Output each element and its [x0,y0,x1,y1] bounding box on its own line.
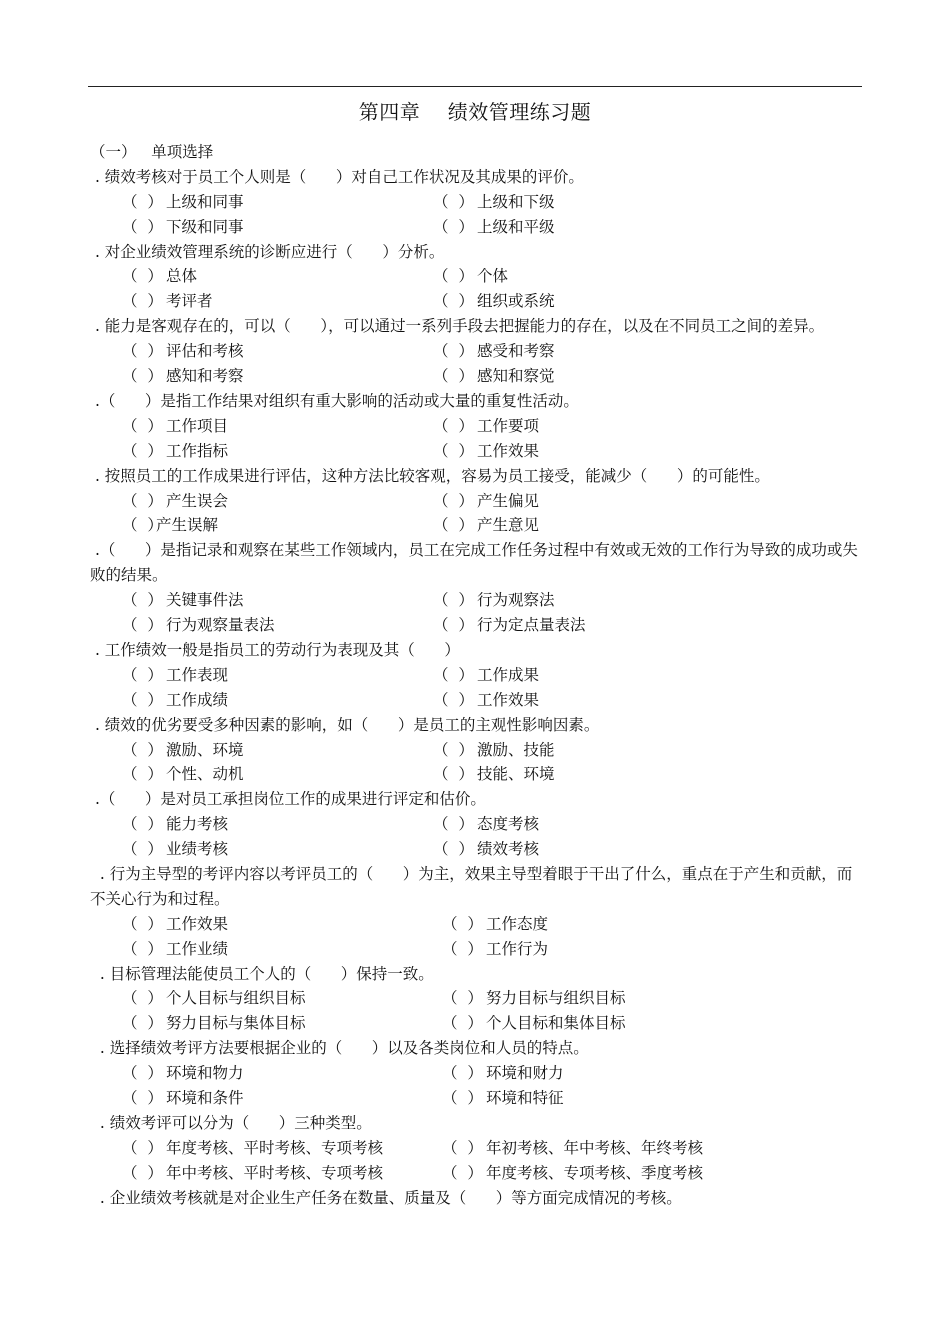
answer-option[interactable] [122,190,244,215]
answer-checkbox[interactable]: （ ） [122,192,163,211]
option-label: 态度考核 [477,815,540,834]
option-label: 总体 [166,267,198,286]
option-label: 感知和考察 [166,367,244,386]
answer-option[interactable] [122,937,228,962]
chapter-title: 第四章 绩效管理练习题 [358,100,592,124]
answer-option[interactable] [122,613,275,638]
answer-checkbox[interactable]: （ ） [122,989,163,1008]
answer-checkbox[interactable]: （ ） [433,292,474,311]
answer-checkbox[interactable]: （ ） [122,665,163,684]
option-label: 工作行为 [486,939,549,958]
option-label: 激励、技能 [477,740,555,759]
option-row [90,937,862,962]
answer-checkbox[interactable]: （ ） [442,1138,483,1157]
answer-checkbox[interactable]: （ ） [122,1163,163,1182]
answer-option[interactable] [433,812,539,837]
option-label: 年初考核、年中考核、年终考核 [486,1138,704,1157]
option-label: 环境和物力 [166,1064,244,1083]
section-heading: （一） 单项选择 [90,143,214,161]
answer-option[interactable] [122,688,228,713]
answer-option[interactable] [122,986,306,1011]
option-row [90,339,862,364]
option-label: 能力考核 [166,815,229,834]
answer-option[interactable] [433,289,555,314]
option-label: 工作态度 [486,914,549,933]
answer-checkbox[interactable]: （ ） [433,591,474,610]
answer-option[interactable] [433,688,539,713]
option-row [90,264,862,289]
answer-checkbox[interactable]: （ ） [433,840,474,859]
answer-checkbox[interactable]: （ ） [433,690,474,709]
answer-option[interactable] [122,215,244,240]
answer-checkbox[interactable]: （ ） [433,342,474,361]
answer-checkbox[interactable]: （ ） [442,914,483,933]
answer-checkbox[interactable]: （ ） [433,367,474,386]
question-text: . 按照员工的工作成果进行评估，这种方法比较客观，容易为员工接受，能减少（ ）的可能性。 [90,466,770,485]
question-text: . 绩效的优劣要受多种因素的影响，如（ ）是员工的主观性影响因素。 [90,715,600,734]
answer-checkbox[interactable]: （ ） [122,740,163,759]
answer-option[interactable] [433,439,539,464]
option-label: 感知和察觉 [477,367,555,386]
question-text: . 行为主导型的考评内容以考评员工的（ ）为主，效果主导型着眼于干出了什么，重点在于产生和贡献，而不关心行为和过程。 [90,864,853,908]
option-label: 工作成果 [477,665,540,684]
answer-option[interactable] [442,937,548,962]
answer-option[interactable] [433,489,539,514]
option-label: 工作效果 [477,441,540,460]
option-label: 上级和同事 [166,192,244,211]
answer-checkbox[interactable]: （ ） [433,217,474,236]
answer-checkbox[interactable]: （ ） [122,267,163,286]
answer-option[interactable] [433,339,555,364]
answer-option[interactable] [122,339,244,364]
answer-checkbox[interactable]: （ ） [122,1064,163,1083]
answer-option[interactable] [122,264,197,289]
option-row [90,1011,862,1036]
answer-checkbox[interactable]: （ ） [122,616,163,635]
answer-option[interactable] [122,364,244,389]
option-label: 环境和财力 [486,1064,564,1083]
option-label: 工作项目 [166,416,229,435]
answer-checkbox[interactable]: （ ） [433,267,474,286]
answer-option[interactable] [442,1011,626,1036]
answer-checkbox[interactable]: （ ） [122,491,163,510]
option-label: 工作效果 [477,690,540,709]
option-label: 工作业绩 [166,939,229,958]
question-text: . 工作绩效一般是指员工的劳动行为表现及其（ ） [90,640,460,659]
option-label: 上级和平级 [477,217,555,236]
answer-option[interactable] [433,414,539,439]
answer-checkbox[interactable]: （ ） [433,441,474,460]
answer-option[interactable] [122,762,244,787]
option-label: 工作要项 [477,416,540,435]
answer-checkbox[interactable]: （ ） [122,1089,163,1108]
answer-option[interactable] [433,588,555,613]
answer-option[interactable] [122,513,218,538]
questions-container [90,165,862,1186]
answer-option[interactable] [122,1161,383,1186]
option-label: 个人目标和集体目标 [486,1014,626,1033]
answer-option[interactable] [442,1161,703,1186]
option-label: 个人目标与组织目标 [166,989,306,1008]
answer-option[interactable] [122,1011,306,1036]
option-row [90,513,862,538]
option-label: 考评者 [166,292,213,311]
answer-checkbox[interactable]: （ ） [442,1163,483,1182]
answer-option[interactable] [442,912,548,937]
answer-option[interactable] [122,663,228,688]
answer-checkbox[interactable]: （ ） [442,1064,483,1083]
option-row [90,837,862,862]
option-label: 产生意见 [477,516,540,535]
header-rule [88,86,862,87]
option-label: 工作指标 [166,441,229,460]
answer-option[interactable] [433,663,539,688]
option-label: 上级和下级 [477,192,555,211]
answer-checkbox[interactable]: （ ） [122,815,163,834]
answer-checkbox[interactable]: （ ） [433,740,474,759]
option-label: 行为观察量表法 [166,616,275,635]
option-row [90,414,862,439]
answer-checkbox[interactable]: （ ） [122,292,163,311]
question-text: . 对企业绩效管理系统的诊断应进行（ ）分析。 [90,242,445,261]
answer-checkbox[interactable]: （ ） [122,367,163,386]
answer-checkbox[interactable]: （ ） [122,914,163,933]
option-row [90,986,862,1011]
option-label: 环境和特征 [486,1089,564,1108]
answer-checkbox[interactable]: （ ） [433,665,474,684]
answer-option[interactable] [442,1086,564,1111]
answer-checkbox[interactable]: （ ） [122,840,163,859]
answer-option[interactable] [433,364,555,389]
option-row [90,439,862,464]
answer-checkbox[interactable]: （ ） [442,1089,483,1108]
option-row [90,762,862,787]
answer-option[interactable] [442,986,626,1011]
question-text-last: . 企业绩效考核就是对企业生产任务在数量、质量及（ ）等方面完成情况的考核。 [90,1188,682,1207]
answer-checkbox[interactable]: （ ） [433,192,474,211]
question-text: . 能力是客观存在的，可以（ ），可以通过一系列手段去把握能力的存在，以及在不同员工之间的差异。 [90,317,825,336]
question-text: .（ ）是指工作结果对组织有重大影响的活动或大量的重复性活动。 [90,391,579,410]
answer-checkbox[interactable]: （ ） [442,989,483,1008]
answer-checkbox[interactable]: （ ） [433,815,474,834]
option-row [90,912,862,937]
option-label: 年度考核、专项考核、季度考核 [486,1163,704,1182]
option-label: 环境和条件 [166,1089,244,1108]
answer-checkbox[interactable]: （ ） [442,939,483,958]
option-row [90,1161,862,1186]
option-label: 年度考核、平时考核、专项考核 [166,1138,384,1157]
option-label: 技能、环境 [477,765,555,784]
answer-option[interactable] [122,1136,383,1161]
answer-checkbox[interactable]: （ ） [122,1138,163,1157]
answer-option[interactable] [433,190,555,215]
answer-checkbox[interactable]: （ ） [433,765,474,784]
answer-checkbox[interactable]: （ ） [433,416,474,435]
option-label: 产生偏见 [477,491,540,510]
question-text: .（ ）是对员工承担岗位工作的成果进行评定和估价。 [90,790,486,809]
option-row [90,812,862,837]
option-label: 个体 [477,267,509,286]
answer-checkbox[interactable]: （ ） [122,217,163,236]
option-label: 行为观察法 [477,591,555,610]
question-text: . 绩效考评可以分为（ ）三种类型。 [90,1113,372,1132]
answer-checkbox[interactable]: （ ） [122,342,163,361]
option-label: 感受和考察 [477,342,555,361]
option-row [90,1086,862,1111]
answer-option[interactable] [433,762,555,787]
option-label: 绩效考核 [477,840,540,859]
answer-option[interactable] [122,912,228,937]
answer-option[interactable] [122,837,228,862]
answer-checkbox[interactable]: （ ） [433,491,474,510]
option-label: 业绩考核 [166,840,229,859]
answer-option[interactable] [433,738,555,763]
option-row [90,215,862,240]
answer-option[interactable] [433,264,508,289]
answer-checkbox[interactable]: （ ） [122,441,163,460]
answer-option[interactable] [122,439,228,464]
answer-option[interactable] [433,613,586,638]
answer-option[interactable] [122,588,244,613]
question-text: .（ ）是指记录和观察在某些工作领域内，员工在完成工作任务过程中有效或无效的工作行为导致的成功或失败的结果。 [90,541,858,585]
option-label: 下级和同事 [166,217,244,236]
option-label: 个性、动机 [166,765,244,784]
answer-checkbox[interactable]: （ ） [122,939,163,958]
answer-checkbox[interactable]: （ ） [433,516,474,535]
option-row [90,489,862,514]
option-row [90,738,862,763]
option-label: 年中考核、平时考核、专项考核 [166,1163,384,1182]
answer-checkbox[interactable]: （ ） [122,690,163,709]
option-label: 工作成绩 [166,690,229,709]
answer-option[interactable] [122,289,213,314]
question-text: . 绩效考核对于员工个人则是（ ）对自己工作状况及其成果的评价。 [90,167,584,186]
option-label: 行为定点量表法 [477,616,586,635]
option-label: 产生误会 [166,491,229,510]
option-label: 努力目标与组织目标 [486,989,626,1008]
option-row [90,688,862,713]
option-row [90,364,862,389]
answer-option[interactable] [122,812,228,837]
option-label: 组织或系统 [477,292,555,311]
answer-option[interactable] [122,489,228,514]
answer-option[interactable] [433,215,555,240]
answer-checkbox[interactable]: （ ） [122,516,163,535]
option-label: 工作效果 [166,914,229,933]
answer-checkbox[interactable]: （ ） [122,1014,163,1033]
answer-checkbox[interactable]: （ ） [122,765,163,784]
option-row [90,663,862,688]
option-row [90,1061,862,1086]
answer-option[interactable] [122,1061,244,1086]
option-row [90,289,862,314]
answer-checkbox[interactable]: （ ） [442,1014,483,1033]
option-row [90,1136,862,1161]
option-label: 关键事件法 [166,591,244,610]
answer-checkbox[interactable]: （ ） [122,416,163,435]
answer-option[interactable] [122,414,228,439]
question-text: . 目标管理法能使员工个人的（ ）保持一致。 [90,964,434,983]
option-label: 激励、环境 [166,740,244,759]
answer-option[interactable] [442,1061,564,1086]
option-label: 工作表现 [166,665,229,684]
option-row [90,588,862,613]
answer-option[interactable] [442,1136,703,1161]
answer-option[interactable] [122,738,244,763]
answer-checkbox[interactable]: （ ） [122,591,163,610]
option-row [90,190,862,215]
answer-option[interactable] [433,837,539,862]
option-label: 评估和考核 [166,342,244,361]
answer-checkbox[interactable]: （ ） [433,616,474,635]
answer-option[interactable] [122,1086,244,1111]
question-text: . 选择绩效考评方法要根据企业的（ ）以及各类岗位和人员的特点。 [90,1039,589,1058]
option-row [90,613,862,638]
question-list [90,140,862,1211]
option-label: 产生误解 [156,516,219,535]
answer-option[interactable] [433,513,539,538]
option-label: 努力目标与集体目标 [166,1014,306,1033]
